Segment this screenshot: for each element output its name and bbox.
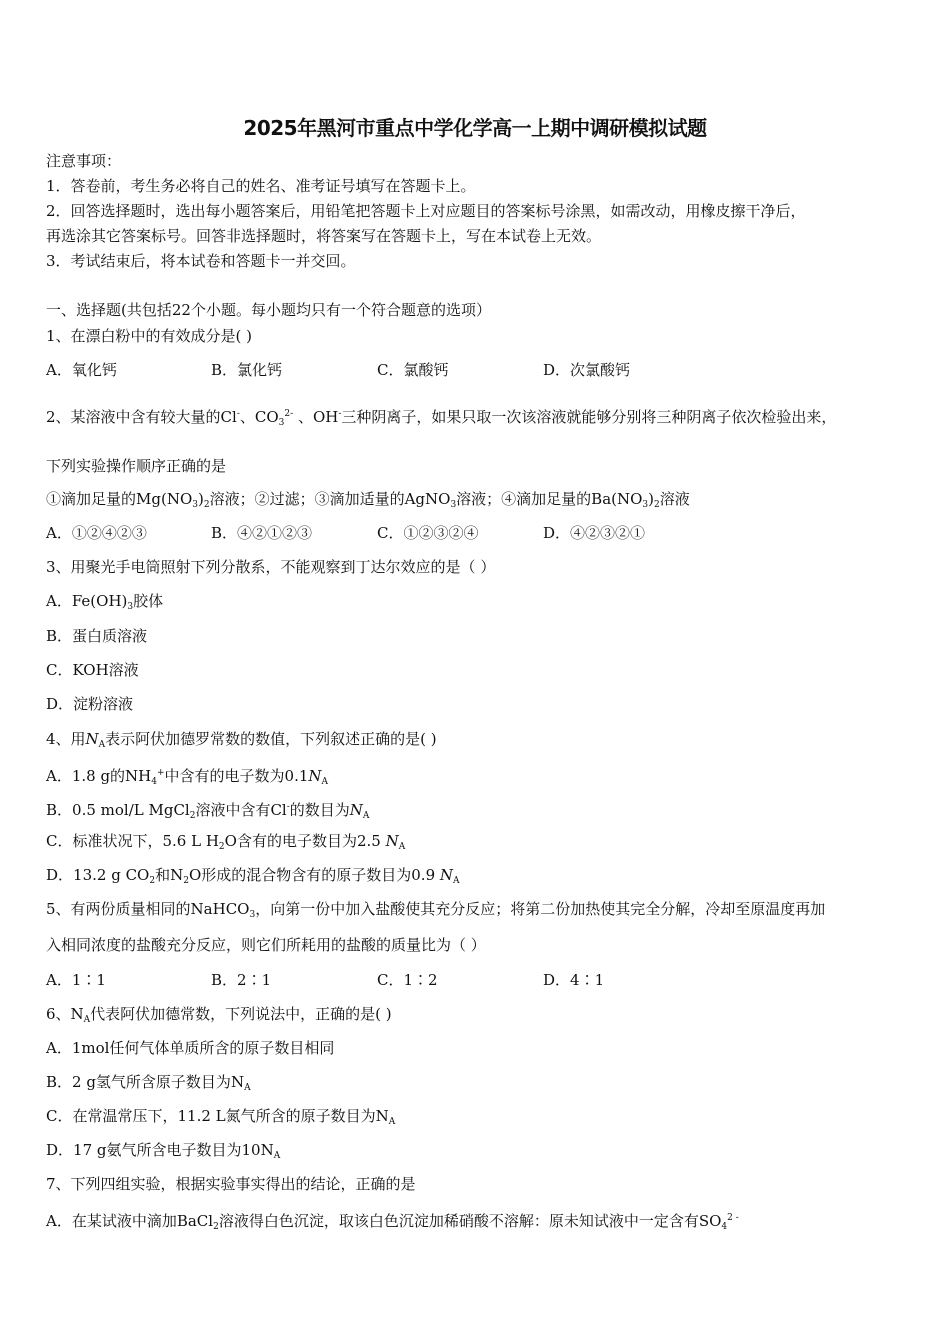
document-line xyxy=(46,763,328,792)
text-segment: 1、在漂白粉中的有效成分是( ) xyxy=(46,327,253,345)
document-line xyxy=(46,660,139,680)
text-segment: 2 - xyxy=(727,1213,739,1223)
text-segment: ) xyxy=(197,490,204,508)
text-segment: A xyxy=(273,1151,281,1161)
text-segment: 1．答卷前，考生务必将自己的姓名、准考证号填写在答题卡上。 xyxy=(46,177,476,195)
text-segment: A xyxy=(321,777,329,787)
text-segment: D．淀粉溶液 xyxy=(46,695,134,713)
document-line xyxy=(46,456,226,476)
text-segment: 3 xyxy=(192,500,198,510)
text-segment: A xyxy=(83,1015,91,1025)
document-line xyxy=(46,865,460,891)
text-segment: 2- xyxy=(284,409,294,419)
text-segment: 溶液得白色沉淀，取该白色沉淀加稀硝酸不溶解：原未知试液中一定含有SO xyxy=(218,1212,722,1230)
text-segment: 入相同浓度的盐酸充分反应，则它们所耗用的盐酸的质量比为（ ） xyxy=(46,936,486,954)
text-segment: 和N xyxy=(155,866,184,884)
text-segment: 2、某溶液中含有较大量的Cl xyxy=(46,408,237,426)
text-segment: A．在某试液中滴加BaCl xyxy=(46,1212,214,1230)
document-line xyxy=(46,489,690,515)
text-segment: B．④②①②③ xyxy=(211,524,313,542)
answer-option xyxy=(211,523,312,543)
text-segment: 6、N xyxy=(46,1005,84,1023)
text-segment: B．蛋白质溶液 xyxy=(46,627,148,645)
text-segment: - xyxy=(338,409,342,419)
answer-option xyxy=(46,970,106,990)
text-segment: 2．回答选择题时，选出每小题答案后，用铅笔把答题卡上对应题目的答案标号涂黑，如需改动，用橡皮擦干净后， xyxy=(46,202,806,220)
answer-option xyxy=(543,970,604,990)
text-segment: 下列实验操作顺序正确的是 xyxy=(46,457,227,475)
text-segment: 2 xyxy=(149,876,156,886)
text-segment: A．①②④②③ xyxy=(46,524,147,542)
text-segment: A xyxy=(98,740,106,750)
text-segment: B．2 g氢气所含原子数目为N xyxy=(46,1073,245,1091)
text-segment: D．4∶1 xyxy=(543,971,605,989)
text-segment: 2 xyxy=(218,842,225,852)
text-segment: N xyxy=(85,730,99,748)
text-segment: 2 xyxy=(654,500,660,510)
text-segment: O形成的混合物含有的原子数目为0.9 xyxy=(188,866,440,884)
text-segment: N xyxy=(349,801,363,819)
text-segment: 表示阿伏加德罗常数的数值，下列叙述正确的是( ) xyxy=(105,730,437,748)
text-segment: 3 xyxy=(642,500,649,510)
answer-option xyxy=(543,523,645,543)
text-segment: A．1mol任何气体单质所含的原子数目相同 xyxy=(46,1039,335,1057)
text-segment: 再选涂其它答案标号。回答非选择题时，将答案写在答题卡上，写在本试卷上无效。 xyxy=(46,227,602,245)
text-segment: - xyxy=(236,409,240,419)
document-line xyxy=(46,176,476,196)
text-segment: 代表阿伏加德常数，下列说法中，正确的是( ) xyxy=(90,1005,392,1023)
text-segment: 3、用聚光手电筒照射下列分散系，不能观察到丁达尔效应的是（ ） xyxy=(46,558,496,576)
text-segment: CO xyxy=(254,408,279,426)
document-line xyxy=(46,300,491,320)
document-line xyxy=(46,899,825,925)
document-line xyxy=(46,557,495,577)
text-segment: 一、选择题(共包括22个小题。每小题均只有一个符合题意的选项） xyxy=(46,301,491,319)
text-segment: 2 xyxy=(213,1222,219,1232)
text-segment: 注意事项： xyxy=(46,152,122,170)
text-segment: 2 xyxy=(203,500,210,510)
document-line xyxy=(46,1174,416,1194)
document-line xyxy=(46,404,836,433)
text-segment: A xyxy=(398,842,406,852)
text-segment: 中含有的电子数为0.1 xyxy=(164,767,309,785)
text-segment: N xyxy=(439,866,454,884)
document-line xyxy=(46,1208,739,1237)
text-segment: 2 xyxy=(183,876,189,886)
text-segment: 、OH xyxy=(293,408,339,426)
text-segment: C．①②③②④ xyxy=(377,524,479,542)
text-segment: A xyxy=(362,811,370,821)
text-segment: 溶液；②过滤；③滴加适量的AgNO xyxy=(209,490,451,508)
text-segment: 胶体 xyxy=(133,592,164,610)
document-line xyxy=(46,1072,251,1098)
text-segment: C．标准状况下，5.6 L H xyxy=(46,832,219,850)
text-segment: C．在常温常压下，11.2 L氮气所含的原子数目为N xyxy=(46,1107,389,1125)
text-segment: 3．考试结束后，将本试卷和答题卡一并交回。 xyxy=(46,252,356,270)
text-segment: 5、有两份质量相同的NaHCO xyxy=(46,900,250,918)
text-segment: D．13.2 g CO xyxy=(46,866,150,884)
document-line xyxy=(46,1004,392,1030)
document-line xyxy=(46,251,356,271)
text-segment: B．2∶1 xyxy=(211,971,272,989)
text-segment: A．Fe(OH) xyxy=(46,592,128,610)
document-line xyxy=(46,729,437,755)
document-line xyxy=(46,935,486,955)
document-line xyxy=(46,1140,280,1166)
text-segment: 3 xyxy=(450,500,457,510)
answer-option xyxy=(377,523,478,543)
text-segment: 2 xyxy=(189,811,196,821)
document-line xyxy=(46,1106,395,1132)
document-line xyxy=(46,591,163,617)
text-segment: 4、用 xyxy=(46,730,86,748)
text-segment: 的数目为 xyxy=(289,801,350,819)
text-segment: A．1.8 g的NH xyxy=(46,767,152,785)
text-segment: 溶液 xyxy=(659,490,690,508)
text-segment: N xyxy=(308,767,322,785)
text-segment: 三种阴离子，如果只取一次该溶液就能够分别将三种阴离子依次检验出来， xyxy=(341,408,837,426)
answer-option xyxy=(46,360,117,380)
document-line xyxy=(46,694,133,714)
text-segment: A xyxy=(244,1083,251,1093)
text-segment: 7、下列四组实验，根据实验事实得出的结论，正确的是 xyxy=(46,1175,416,1193)
text-segment: D．次氯酸钙 xyxy=(543,361,631,379)
text-segment: 溶液中含有Cl xyxy=(195,801,287,819)
document-line xyxy=(46,626,147,646)
text-segment: 3 xyxy=(127,602,134,612)
answer-option xyxy=(211,360,282,380)
text-segment: B．0.5 mol/L MgCl xyxy=(46,801,190,819)
text-segment: A xyxy=(388,1117,396,1127)
document-line xyxy=(46,151,121,171)
text-segment: C．1∶2 xyxy=(377,971,438,989)
text-segment: D．④②③②① xyxy=(543,524,646,542)
answer-options-row xyxy=(46,523,906,543)
document-line xyxy=(46,226,601,246)
document-line xyxy=(46,201,806,221)
answer-option xyxy=(543,360,630,380)
text-segment: 3 xyxy=(249,910,256,920)
answer-options-row xyxy=(46,360,906,380)
text-segment: D．17 g氨气所含电子数目为10N xyxy=(46,1141,274,1159)
text-segment: 、 xyxy=(239,408,255,426)
document-line xyxy=(46,831,405,857)
text-segment: C．氯酸钙 xyxy=(377,361,449,379)
text-segment: ) xyxy=(648,490,655,508)
document-line xyxy=(46,326,252,346)
text-segment: + xyxy=(157,768,165,778)
page-title: 2025年黑河市重点中学化学高一上期中调研模拟试题 xyxy=(243,116,707,140)
answer-option xyxy=(46,523,147,543)
document-line xyxy=(46,1038,334,1058)
text-segment: ，向第一份中加入盐酸使其充分反应；将第二份加热使其完全分解，冷却至原温度再加 xyxy=(255,900,826,918)
text-segment: C．KOH溶液 xyxy=(46,661,139,679)
text-segment: 溶液；④滴加足量的Ba(NO xyxy=(456,490,643,508)
text-segment: A xyxy=(453,876,460,886)
text-segment: A．氧化钙 xyxy=(46,361,117,379)
text-segment: N xyxy=(385,832,399,850)
answer-option xyxy=(377,360,448,380)
text-segment: A．1∶1 xyxy=(46,971,106,989)
text-segment: 4 xyxy=(721,1222,728,1232)
text-segment: B．氯化钙 xyxy=(211,361,283,379)
answer-option xyxy=(211,970,271,990)
answer-options-row xyxy=(46,970,906,990)
text-segment: - xyxy=(286,802,290,812)
text-segment: O含有的电子数目为2.5 xyxy=(224,832,386,850)
text-segment: ①滴加足量的Mg(NO xyxy=(46,490,193,508)
document-line xyxy=(46,797,369,826)
answer-option xyxy=(377,970,438,990)
text-segment: 4 xyxy=(151,777,157,787)
text-segment: 3 xyxy=(278,418,285,428)
